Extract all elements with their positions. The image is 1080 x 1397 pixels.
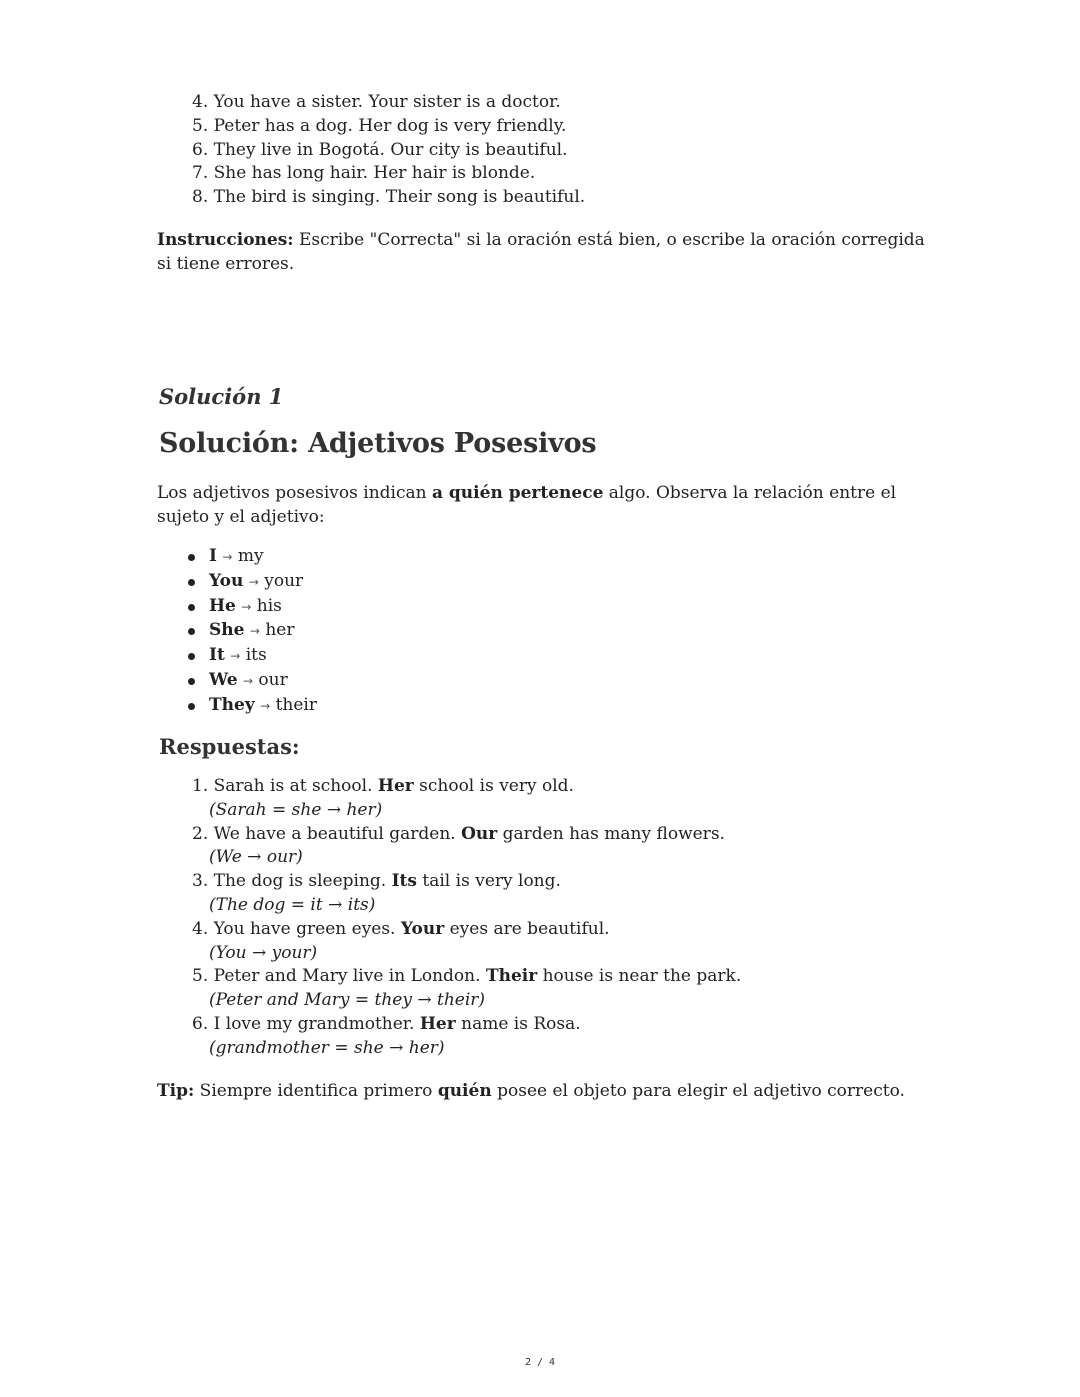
tip-before: Siempre identifica primero — [194, 1081, 438, 1101]
answer-note: (grandmother = she → her) — [209, 1037, 445, 1058]
answers-heading: Respuestas: — [159, 734, 300, 759]
arrow-icon: → — [222, 550, 233, 564]
answer-bold: Her — [377, 776, 414, 796]
answer-post: school is very old. — [413, 776, 574, 796]
subject: We — [209, 669, 238, 690]
answer-item — [192, 965, 741, 1013]
intro-after: algo. Observa la relación entre el sujeto y el adjetivo: — [157, 483, 897, 527]
answer-bold: Your — [400, 918, 445, 939]
answer-item — [192, 775, 741, 823]
instructions-label: Instrucciones: — [157, 230, 294, 250]
possessive: your — [264, 570, 304, 591]
answer-note: (We → our) — [209, 847, 303, 868]
answer-pre: You have green eyes. — [213, 918, 401, 939]
possessive-item — [186, 595, 317, 620]
answer-post: name is Rosa. — [455, 1013, 581, 1034]
arrow-icon: → — [249, 624, 260, 639]
subject: She — [209, 620, 245, 641]
answer-pre: The dog is sleeping. — [213, 871, 392, 892]
answer-post: house is near the park. — [537, 966, 742, 987]
bullet-icon — [188, 579, 195, 586]
answer-bold: Her — [419, 1013, 456, 1034]
instructions — [157, 228, 927, 276]
answer-post: tail is very long. — [417, 871, 561, 892]
answer-note: (The dog = it → its) — [209, 894, 376, 915]
answer-pre: Peter and Mary live in London. — [213, 966, 486, 987]
answer-number: 1. — [192, 776, 209, 796]
exercise-item: 7. She has long hair. Her hair is blonde. — [192, 163, 536, 184]
answer-item — [192, 918, 741, 966]
possessive-item — [186, 644, 317, 669]
solution-title: Solución: Adjetivos Posesivos — [159, 428, 597, 459]
possessive-item — [186, 545, 317, 570]
answer-note: (Peter and Mary = they → their) — [209, 990, 486, 1011]
arrow-icon: → — [248, 574, 259, 589]
answer-number: 4. — [192, 918, 209, 939]
intro-before: Los adjetivos posesivos indican — [157, 483, 432, 503]
possessive: our — [258, 669, 288, 690]
arrow-icon: → — [241, 599, 252, 614]
exercise-item: 8. The bird is singing. Their song is beautiful. — [192, 187, 586, 208]
arrow-icon: → — [230, 649, 241, 664]
subject: I — [209, 546, 217, 566]
exercise-item: 5. Peter has a dog. Her dog is very friendly. — [192, 115, 567, 136]
possessive: his — [256, 595, 282, 616]
answer-bold: Our — [461, 823, 498, 844]
possessive: their — [275, 694, 317, 715]
possessive: my — [237, 546, 264, 566]
answer-bold: Its — [391, 871, 417, 892]
bullet-icon — [188, 628, 195, 635]
possessive: its — [245, 645, 267, 666]
exercise-list — [192, 91, 585, 210]
answer-note: (Sarah = she → her) — [209, 799, 383, 820]
answer-number: 3. — [192, 871, 209, 892]
answer-number: 6. — [192, 1013, 209, 1034]
bullet-icon — [188, 604, 195, 611]
intro-paragraph — [157, 481, 927, 529]
answer-item — [192, 870, 741, 918]
possessive-item — [186, 669, 317, 694]
subject: They — [209, 694, 255, 715]
solution-label: Solución 1 — [159, 384, 284, 409]
possessive-list — [186, 545, 317, 719]
subject: He — [209, 595, 236, 616]
answer-bold: Their — [485, 966, 538, 987]
answer-item — [192, 823, 741, 871]
arrow-icon: → — [242, 673, 253, 688]
bullet-icon — [188, 554, 195, 561]
exercise-item: 6. They live in Bogotá. Our city is beautiful. — [192, 139, 568, 160]
answer-number: 5. — [192, 966, 209, 987]
answer-post: eyes are beautiful. — [444, 918, 610, 939]
bullet-icon — [188, 653, 195, 660]
possessive-item — [186, 694, 317, 719]
exercise-item: 4. You have a sister. Your sister is a doctor. — [192, 92, 561, 112]
answer-pre: We have a beautiful garden. — [213, 823, 462, 844]
answer-number: 2. — [192, 823, 209, 844]
instructions-text: Escribe "Correcta" si la oración está bien, o escribe la oración corregida si tiene errores. — [157, 230, 925, 274]
tip-bold: quién — [437, 1081, 492, 1101]
tip-after: posee el objeto para elegir el adjetivo correcto. — [491, 1081, 905, 1101]
answers-list — [192, 775, 741, 1061]
possessive-item — [186, 619, 317, 644]
tip-paragraph — [157, 1079, 927, 1103]
page-number: 2 / 4 — [524, 1357, 556, 1368]
subject: It — [209, 645, 225, 666]
intro-bold: a quién pertenece — [431, 483, 604, 503]
bullet-icon — [188, 678, 195, 685]
answer-post: garden has many flowers. — [497, 823, 725, 844]
possessive-item — [186, 570, 317, 595]
arrow-icon: → — [260, 698, 271, 713]
bullet-icon — [188, 703, 195, 710]
subject: You — [209, 570, 244, 591]
answer-item — [192, 1013, 741, 1061]
answer-note: (You → your) — [209, 942, 318, 963]
answer-pre: Sarah is at school. — [213, 776, 378, 796]
possessive: her — [265, 620, 295, 641]
tip-label: Tip: — [157, 1081, 195, 1101]
answer-pre: I love my grandmother. — [213, 1013, 420, 1034]
